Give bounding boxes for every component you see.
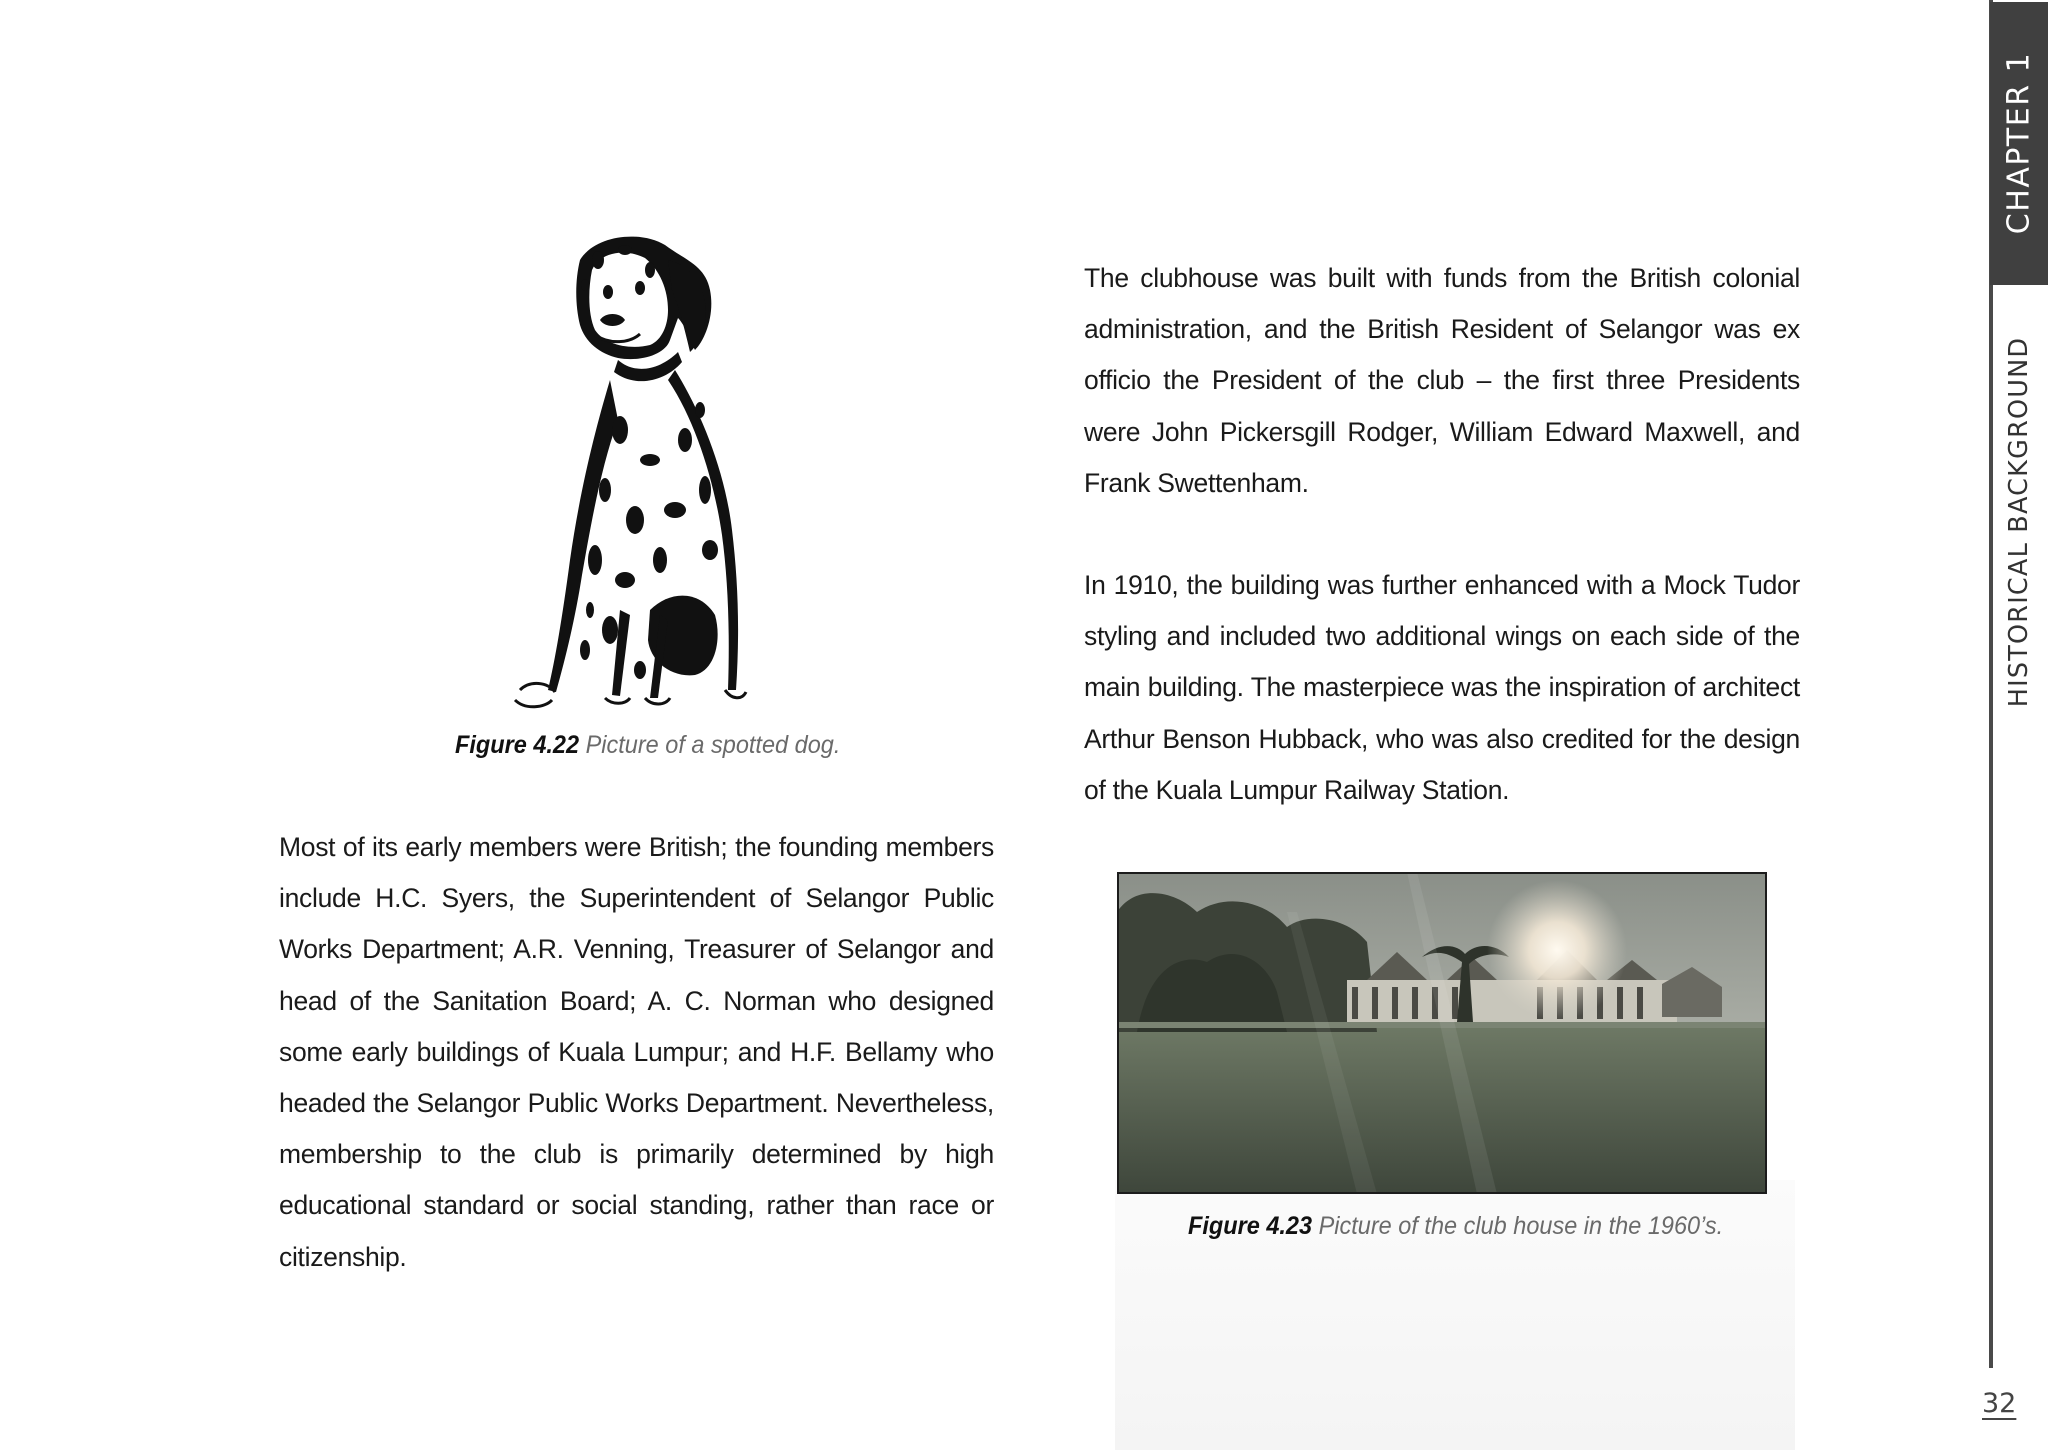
chapter-label: CHAPTER 1	[2001, 51, 2037, 235]
body-paragraph: In 1910, the building was further enhanced with a Mock Tudor styling and included two additional wings on each side of the main building. The masterpiece was the inspiration of architect Arthur Benson Hubback, who was also credited for the design of the Kuala Lumpur Railway Station.	[1084, 570, 1800, 805]
figure-caption	[1188, 1212, 1723, 1241]
figure-caption	[455, 731, 840, 760]
figure-caption-text: Picture of the club house in the 1960’s.	[1318, 1212, 1724, 1240]
dalmatian-illustration	[500, 230, 820, 720]
section-label: HISTORICAL BACKGROUND	[2004, 336, 2034, 708]
clubhouse-photograph	[1117, 872, 1767, 1194]
body-paragraph: Most of its early members were British; the founding members include H.C. Syers, the Superintendent of Selangor Public Works Department; A.R. Venning, Treasurer of Selangor and head of the Sanitation Board; A. C. Norman who designed some early buildings of Kuala Lumpur; and H.F. Bellamy who headed the Selangor Public Works Department. Nevertheless, membership to the club is primarily determined by high educational standard or social standing, rather than race or citizenship.	[279, 832, 994, 1272]
figure-label: Figure 4.23	[1188, 1212, 1313, 1240]
figure-label: Figure 4.22	[455, 731, 580, 759]
figure-caption-text: Picture of a spotted dog.	[585, 731, 841, 759]
body-paragraph: The clubhouse was built with funds from the British colonial administration, and the British Resident of Selangor was ex officio the President of the club – the first three Presidents were John Pickersgill Rodger, William Edward Maxwell, and Frank Swettenham.	[1084, 263, 1800, 498]
page-number: 32	[1982, 1388, 2017, 1419]
